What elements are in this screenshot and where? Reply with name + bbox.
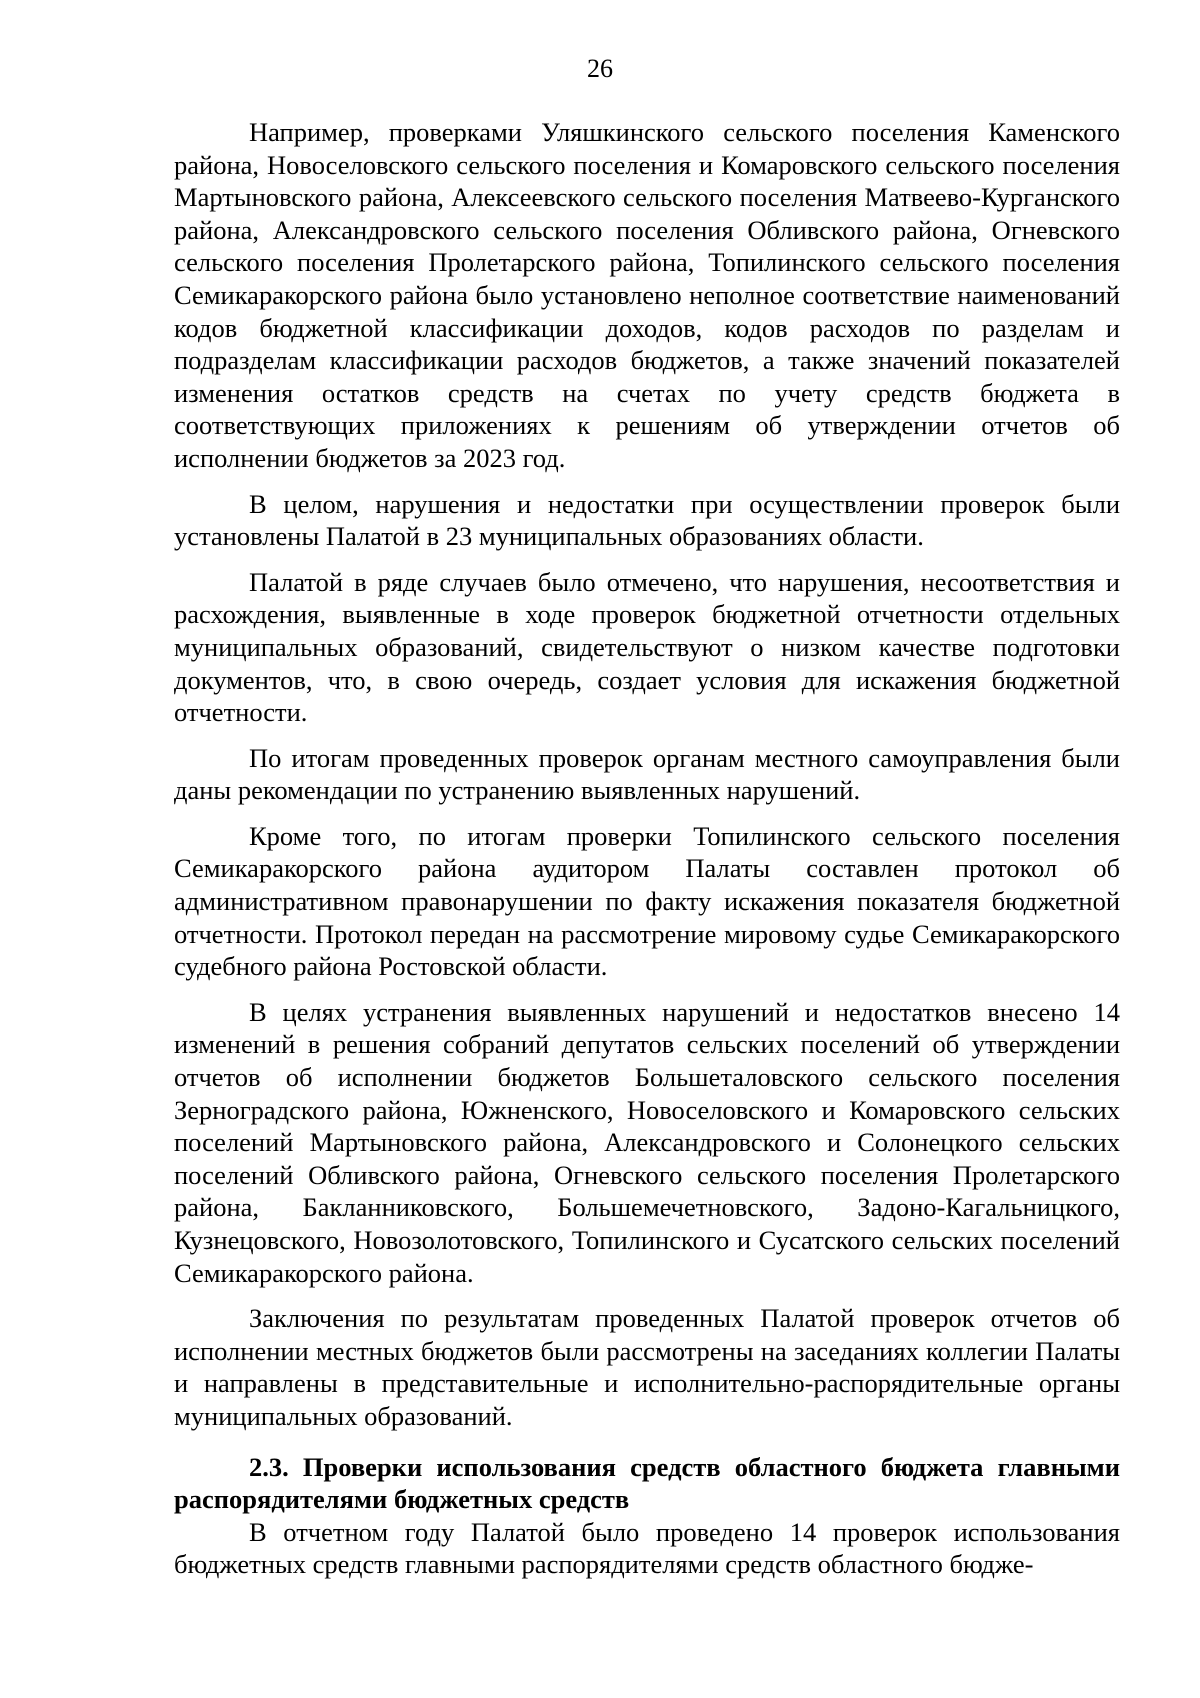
paragraph: Например, проверками Уляшкинского сельского поселения Каменского района, Новоселовского сельского поселения и Комаровского сельского поселения Мартыновского района, Алексеевского сельского поселения Матвеево-Курганского района, Александровского сельского поселения Обливского района, Огневского сельского поселения Пролетарского района, Топилинского сельского поселения Семикаракорского района было установлено неполное соответствие наименований кодов бюджетной классификации доходов, кодов расходов по разделам и подразделам классификации расходов бюджетов, а также значений показателей изменения остатков средств на счетах по учету средств бюджета в соответствующих приложениях к решениям об утверждении отчетов об исполнении бюджетов за 2023 год.	[174, 117, 1120, 473]
paragraph: Палатой в ряде случаев было отмечено, что нарушения, несоответствия и расхождения, выявленные в ходе проверок бюджетной отчетности отдельных муниципальных образований, свидетельствуют о низком качестве подготовки документов, что, в свою очередь, создает условия для искажения бюджетной отчетности.	[174, 566, 1120, 728]
paragraph: Заключения по результатам проведенных Палатой проверок отчетов об исполнении местных бюджетов были рассмотрены на заседаниях коллегии Палаты и направлены в представительные и исполнительно-распорядительные органы муниципальных образований.	[174, 1303, 1120, 1431]
paragraph: Кроме того, по итогам проверки Топилинского сельского поселения Семикаракорского района аудитором Палаты составлен протокол об административном правонарушении по факту искажения показателя бюджетной отчетности. Протокол передан на рассмотрение мировому судье Семикаракорского судебного района Ростовской области.	[174, 820, 1120, 982]
page-number: 26	[587, 54, 613, 83]
paragraph: В целях устранения выявленных нарушений и недостатков внесено 14 изменений в решения собраний депутатов сельских поселений об утверждении отчетов об исполнении бюджетов Большеталовского сельского поселения Зерноградского района, Южненского, Новоселовского и Комаровского сельских поселений Мартыновского района, Александровского и Солонецкого сельских поселений Обливского района, Огневского сельского поселения Пролетарского района, Бакланниковского, Большемечетновского, Задоно-Кагальницкого, Кузнецовского, Новозолотовского, Топилинского и Сусатского сельских поселений Семикаракорского района.	[174, 996, 1120, 1288]
page-body	[174, 116, 1120, 1594]
section-heading: 2.3. Проверки использования средств областного бюджета главными распорядителями бюджетных средств	[174, 1451, 1120, 1515]
paragraph: По итогам проведенных проверок органам местного самоуправления были даны рекомендации по устранению выявленных нарушений.	[174, 742, 1120, 806]
paragraph: В целом, нарушения и недостатки при осуществлении проверок были установлены Палатой в 23 муниципальных образованиях области.	[174, 488, 1120, 552]
paragraph: В отчетном году Палатой было проведено 14 проверок использования бюджетных средств главными распорядителями средств областного бюдже-	[174, 1516, 1120, 1580]
